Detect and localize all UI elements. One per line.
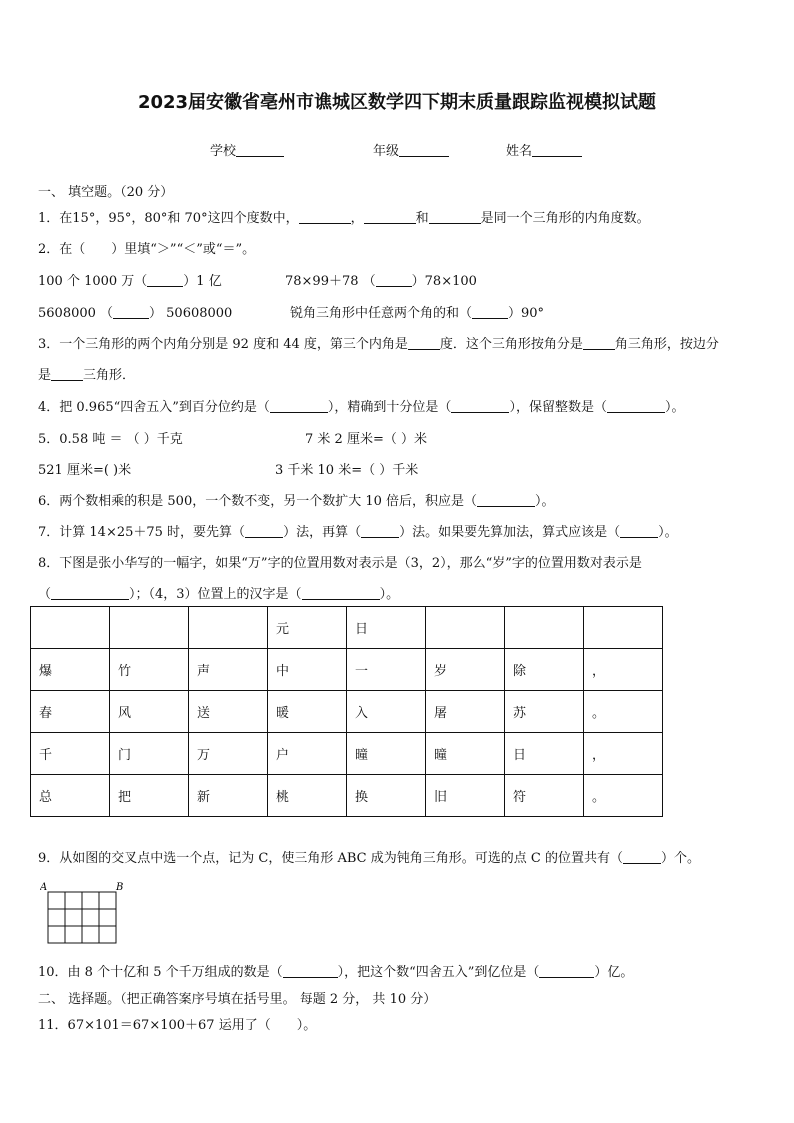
grid-cell <box>110 607 189 649</box>
name-field[interactable] <box>506 140 582 159</box>
grid-cell: 千 <box>31 733 110 775</box>
grid-cell <box>505 607 584 649</box>
grid-cell: 岁 <box>426 649 505 691</box>
grid-cell: 新 <box>189 775 268 817</box>
question-4: 4．把 0.965“四舍五入”到百分位约是（ ），精确到十分位是（ ），保留整数是（ ）。 <box>38 400 685 415</box>
question-3: 3．一个三角形的两个内角分别是 92 度和 44 度，第三个内角是 度．这个三角形按角分是 角三角形，按边分 <box>38 337 719 352</box>
grid-cell: 声 <box>189 649 268 691</box>
grid-cell: 中 <box>268 649 347 691</box>
grid-cell: 屠 <box>426 691 505 733</box>
grid-cell: 爆 <box>31 649 110 691</box>
grid-cell: ， <box>584 733 663 775</box>
grade-label: 年级 <box>373 144 400 159</box>
grid-cell: ， <box>584 649 663 691</box>
question-3-cont: 是 三角形． <box>38 368 136 383</box>
grid-cell <box>426 607 505 649</box>
grid-cell: 旧 <box>426 775 505 817</box>
grid-cell: 总 <box>31 775 110 817</box>
question-2-row-1b: 78×99＋78 （ ）78×100 <box>285 274 477 289</box>
grid-cell <box>31 607 110 649</box>
grid-cell: 竹 <box>110 649 189 691</box>
question-6: 6．两个数相乘的积是 500，一个数不变，另一个数扩大 10 倍后，积应是（ ）。 <box>38 494 555 509</box>
grid-cell: 日 <box>505 733 584 775</box>
school-label: 学校 <box>210 144 237 159</box>
question-7: 7．计算 14×25＋75 时，要先算（ ）法，再算（ ）法。如果要先算加法，算式应该是（ ）。 <box>38 525 678 540</box>
grid-cell: 。 <box>584 691 663 733</box>
question-1: 1．在15°，95°，80°和 70°这四个度数中， ， 和 是同一个三角形的内角度数。 <box>38 211 650 226</box>
grid-cell: 曈 <box>426 733 505 775</box>
grid-cell: 把 <box>110 775 189 817</box>
grid-cell: 。 <box>584 775 663 817</box>
question-2-row-1: 100 个 1000 万（ ）1 亿 <box>38 274 222 289</box>
grade-field[interactable] <box>373 140 449 159</box>
question-9: 9．从如图的交叉点中选一个点，记为 C，使三角形 ABC 成为钝角三角形。可选的点 C 的位置共有（ ）个。 <box>38 851 700 866</box>
grid-cell: 苏 <box>505 691 584 733</box>
question-5-row-1b: 7 米 2 厘米=（ ）米 <box>305 432 427 447</box>
page-title: 2023届安徽省亳州市谯城区数学四下期末质量跟踪监视模拟试题 <box>137 92 657 113</box>
poem-grid <box>30 606 663 817</box>
question-11: 11．67×101＝67×100＋67 运用了（ ）。 <box>38 1018 317 1033</box>
grid-row <box>31 607 663 649</box>
grid-row <box>31 775 663 817</box>
point-b-label: B <box>116 882 124 893</box>
grid-row <box>31 649 663 691</box>
section-1-heading: 一、 填空题。（20 分） <box>38 185 174 200</box>
grid-cell: 入 <box>347 691 426 733</box>
grid-cell: 元 <box>268 607 347 649</box>
grid-cell: 暖 <box>268 691 347 733</box>
grid-cell <box>584 607 663 649</box>
question-5-row-1: 5．0.58 吨 ＝ （ ）千克 <box>38 432 183 447</box>
question-2: 2．在（ ）里填“＞”“＜”或“＝”。 <box>38 242 256 257</box>
grid-cell: 春 <box>31 691 110 733</box>
grid-cell: 门 <box>110 733 189 775</box>
question-5-row-2: 521 厘米=( )米 <box>38 463 132 478</box>
grid-cell: 送 <box>189 691 268 733</box>
question-8-cont: （ ）；（4，3）位置上的汉字是（ ）。 <box>38 587 400 602</box>
grid-cell: 桃 <box>268 775 347 817</box>
grid-row <box>31 733 663 775</box>
grid-cell: 户 <box>268 733 347 775</box>
school-field[interactable] <box>210 140 284 159</box>
question-8: 8．下图是张小华写的一幅字，如果“万”字的位置用数对表示是（3，2），那么“岁”字的位置用数对表示是 <box>38 556 642 571</box>
question-2-row-2b: 锐角三角形中任意两个角的和（ ）90° <box>290 306 545 321</box>
point-a-label: A <box>40 882 48 893</box>
grid-cell: 换 <box>347 775 426 817</box>
grid-cell <box>189 607 268 649</box>
grid-cell: 符 <box>505 775 584 817</box>
grid-cell: 除 <box>505 649 584 691</box>
name-label: 姓名 <box>506 144 533 159</box>
question-10: 10．由 8 个十亿和 5 个千万组成的数是（ ），把这个数“四舍五入”到亿位是（ ）亿。 <box>38 965 634 980</box>
grid-cell: 风 <box>110 691 189 733</box>
question-5-row-2b: 3 千米 10 米=（ ）千米 <box>275 463 419 478</box>
grid-cell: 万 <box>189 733 268 775</box>
grid-cell: 日 <box>347 607 426 649</box>
grid-cell: 曈 <box>347 733 426 775</box>
grid-figure <box>40 880 130 946</box>
question-2-row-2: 5608000 （ ） 50608000 <box>38 306 233 321</box>
lattice <box>48 892 116 943</box>
grid-row <box>31 691 663 733</box>
section-2-heading: 二、 选择题。（把正确答案序号填在括号里。 每题 2 分， 共 10 分） <box>38 992 437 1007</box>
grid-cell: 一 <box>347 649 426 691</box>
